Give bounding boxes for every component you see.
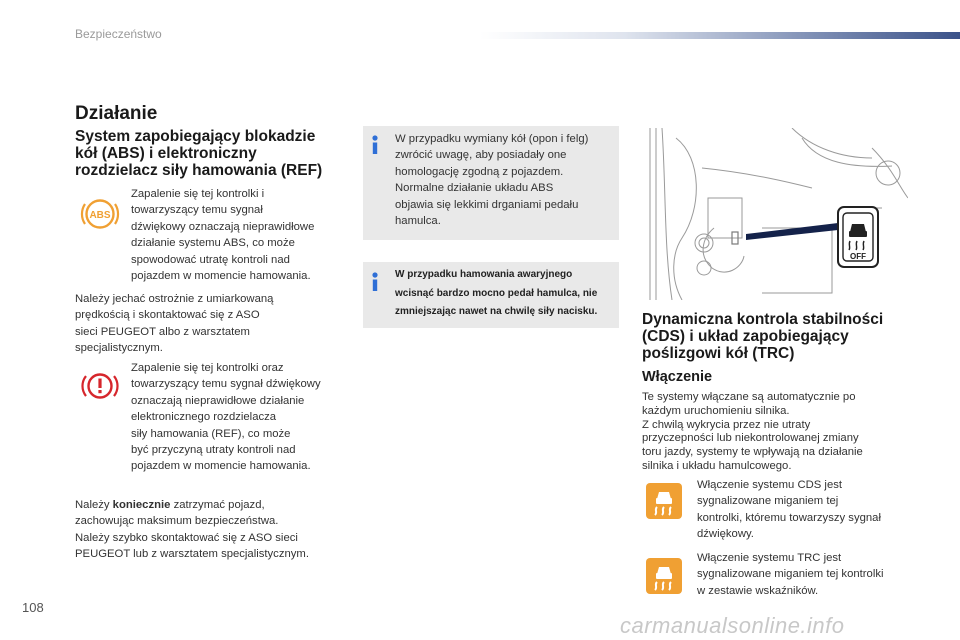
- dashboard-illustration: [642, 128, 908, 300]
- section-heading-activation: Włączenie: [642, 369, 713, 385]
- trc-description: Włączenie systemu TRC jest sygnalizowane miganiem tej kontrolki w zestawie wskaźników.: [697, 552, 884, 597]
- header-gradient-bar: [480, 32, 960, 39]
- info-icon: [370, 135, 380, 155]
- abs-description: Zapalenie się tej kontrolki i towarzyszący temu sygnał dźwiękowy oznaczają nieprawidłowe działanie systemu ABS, co może spowodować utratę kontroli nad pojazdem w momencie hamowania.: [131, 188, 315, 283]
- watermark: carmanualsonline.info: [620, 613, 845, 638]
- abs-subtitle-line: kół (ABS) i elektroniczny: [75, 145, 257, 162]
- brake-warning-icon: [81, 369, 119, 403]
- cds-description: Włączenie systemu CDS jest sygnalizowane miganiem tej kontrolki, któremu towarzyszy sygnał dźwiękowy.: [697, 479, 881, 541]
- info-emergency-text: W przypadku hamowania awaryjnego wcisnąć bardzo mocno pedał hamulca, nie zmniejszając nawet na chwilę siły nacisku.: [395, 269, 598, 317]
- abs-warning-icon: [79, 196, 121, 232]
- activation-description: Te systemy włączane są automatycznie po każdym uruchomieniu silnika. Z chwilą wykrycia przez nie utraty przyczepności lub niekontrolowanej zmiany toru jazdy, systemy te wpływają na działanie silnika i układu hamulcowego.: [642, 391, 863, 472]
- page-title: Działanie: [75, 103, 158, 124]
- page-number: 108: [22, 600, 44, 615]
- section-header: Bezpieczeństwo: [75, 27, 162, 41]
- stop-advice: Należy koniecznie zatrzymać pojazd, zachowując maksimum bezpieczeństwa. Należy szybko skontaktować się z ASO sieci PEUGEOT lub z warsztatem specjalistycznym.: [75, 499, 309, 561]
- abs-subtitle-line: rozdzielacz siły hamowania (REF): [75, 162, 323, 179]
- cds-subtitle: Dynamiczna kontrola stabilności (CDS) i układ zapobiegający poślizgowi kół (TRC): [642, 311, 884, 362]
- ref-description: Zapalenie się tej kontrolki oraz towarzyszący temu sygnał dźwiękowy oznaczają nieprawidłowe działanie elektronicznego rozdzielacza siły hamowania (REF), co może być przyczyną utraty kontroli nad pojazdem w momencie hamowania.: [131, 362, 321, 473]
- off-button-label: OFF: [850, 252, 866, 261]
- cds-warning-icon: [646, 483, 682, 519]
- abs-icon-label: ABS: [89, 210, 111, 221]
- abs-subtitle-line: System zapobiegający blokadzie: [75, 128, 316, 145]
- info-wheels-text: W przypadku wymiany kół (opon i felg) zwrócić uwagę, aby posiadały one homologację zgodną z pojazdem. Normalne działanie układu ABS objawia się lekkimi drganiami pedału hamulca.: [395, 133, 589, 228]
- trc-warning-icon: [646, 558, 682, 594]
- abs-advice: Należy jechać ostrożnie z umiarkowaną prędkością i skontaktować się z ASO sieci PEUGEOT albo z warsztatem specjalistycznym.: [75, 293, 274, 355]
- abs-subtitle: [75, 128, 322, 179]
- info-icon: [370, 272, 380, 292]
